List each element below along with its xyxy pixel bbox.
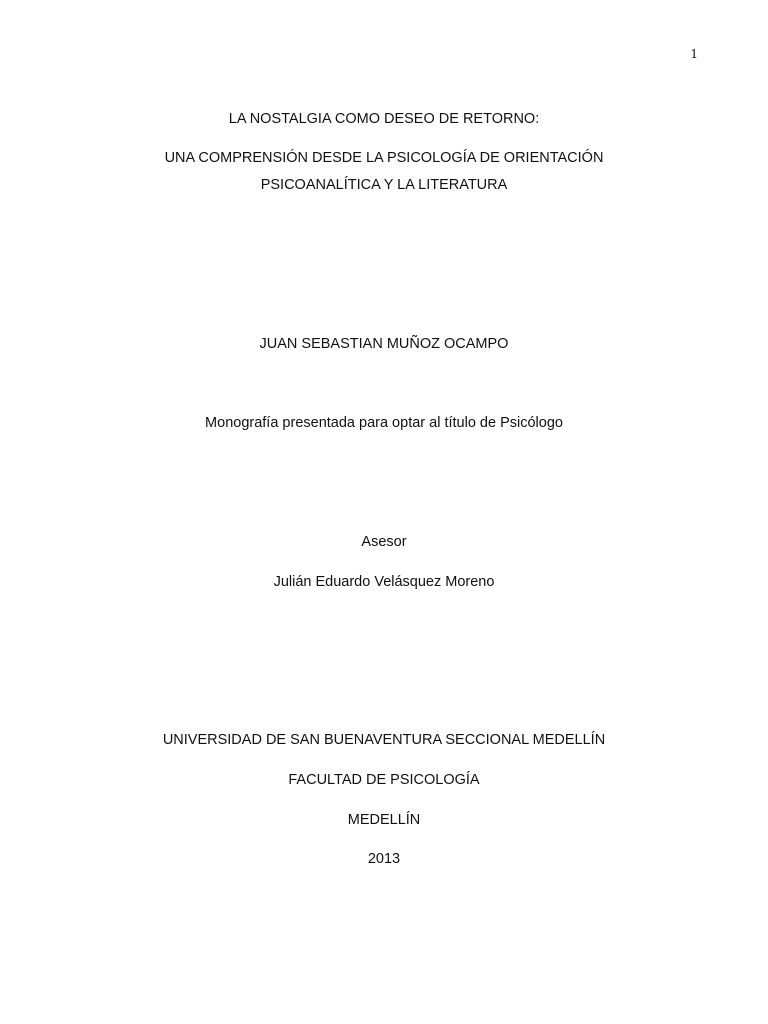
university-name: UNIVERSIDAD DE SAN BUENAVENTURA SECCIONAL MEDELLÍN [162, 732, 606, 748]
faculty-name: FACULTAD DE PSICOLOGÍA [288, 772, 480, 788]
author-name: JUAN SEBASTIAN MUÑOZ OCAMPO [259, 336, 509, 352]
advisor-name: Julián Eduardo Velásquez Moreno [273, 574, 495, 590]
advisor-label: Asesor [361, 534, 407, 550]
title-line-1: LA NOSTALGIA COMO DESEO DE RETORNO: [228, 111, 540, 127]
title-line-2: UNA COMPRENSIÓN DESDE LA PSICOLOGÍA DE ORIENTACIÓN [164, 150, 604, 166]
title-line-3: PSICOANALÍTICA Y LA LITERATURA [260, 177, 508, 193]
year: 2013 [367, 851, 401, 867]
purpose-statement: Monografía presentada para optar al título de Psicólogo [205, 415, 563, 431]
city-name: MEDELLÍN [347, 812, 421, 828]
page-number: 1 [690, 47, 698, 61]
